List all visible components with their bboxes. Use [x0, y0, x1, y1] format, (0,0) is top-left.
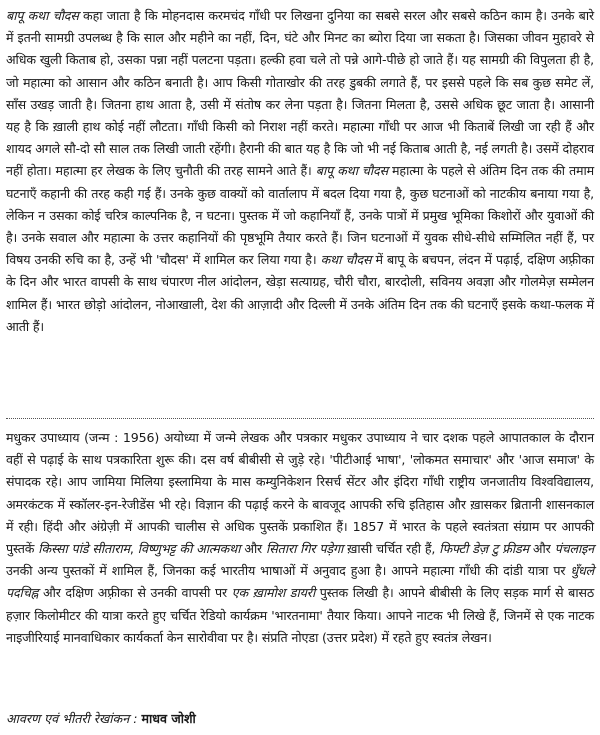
book-description: [6, 5, 594, 412]
author-book-title: विष्णुभट्ट की आत्मकथा: [137, 541, 241, 557]
author-book-title: सितारा गिर पड़ेगा: [266, 541, 344, 557]
book-title-short: कथा चौदस: [320, 252, 372, 268]
section-divider: [6, 418, 594, 419]
bio-text: पुस्तक लिखी है। आपने बीबीसी के लिए सड़क मार्ग से बासठ हज़ार किलोमीटर की यात्रा करते हुए चर्चित रेडियो कार्यक्रम 'भारतनामा' तैयार किया। आपने नाटक भी लिखे हैं, जिनमें से एक नाटक नाइजीरियाई मानवाधिकार कार्यकर्ता केन सारोवीवा पर है। संप्रति नोएडा (उत्तर प्रदेश) में रहते हुए स्वतंत्र लेखन।: [6, 585, 594, 645]
bio-text: ख़ासी चर्चित रही हैं,: [343, 541, 440, 557]
bio-text: उनकी अन्य पुस्तकों में शामिल हैं, जिनका कई भारतीय भाषाओं में अनुवाद हुआ है। आपने महात्मा गाँधी की दांडी यात्रा पर: [6, 563, 571, 579]
separator: और: [240, 541, 267, 557]
bio-text: और दक्षिण अफ़्रीका से उनकी वापसी पर: [38, 585, 232, 601]
description-text-c: में बापू के बचपन, लंदन में पढ़ाई, दक्षिण अफ़्रीका के दिन और भारत वापसी के साथ चंपारण नील आंदोलन, खेड़ा सत्याग्रह, चौरी चौरा, बारदोली, सविनय अवज्ञा और गोलमेज़ सम्मेलन शामिल हैं। भारत छोड़ो आंदोलन, नोआखाली, देश की आज़ादी और दिल्ली में उनके अंतिम दिन तक की घटनाएँ इसके कथा-फलक में आती हैं।: [6, 252, 595, 334]
author-book-title: पंचलाइन: [554, 541, 594, 557]
book-title-repeat: बापू कथा चौदस: [315, 163, 388, 179]
credit-label: आवरण एवं भीतरी रेखांकन :: [6, 711, 142, 726]
credit-name: माधव जोशी: [141, 711, 196, 726]
author-intro: मधुकर उपाध्याय (जन्म : 1956) अयोध्या में जन्मे लेखक और पत्रकार मधुकर उपाध्याय ने चार दशक पहले आपातकाल के दौरान वहीं से पढ़ाई के साथ पत्रकारिता शुरू की। दस वर्ष बीबीसी से जुड़े रहे। 'पीटीआई भाषा', 'लोकमत समाचार' और 'आज समाज' के संपादक रहे। आप जामिया मिलिया इस्लामिया के मास कम्युनिकेशन रिसर्च सेंटर और इंदिरा गाँधी राष्ट्रीय जनजातीय विश्वविद्यालय, अमरकंटक में स्कॉलर-इन-रेजीडेंस भी रहे। विज्ञान की पढ़ाई करने के बावजूद आपकी रुचि इतिहास और ख़ासकर ब्रितानी शासनकाल में रही। हिंदी और अंग्रेज़ी में आपकी चालीस से अधिक पुस्तकें प्रकाशित हैं। 1857 में भारत के पहले स्वतंत्रता संग्राम पर आपकी पुस्तकें: [6, 430, 594, 557]
author-bio: [6, 427, 594, 689]
description-text-b: महात्मा के पहले से अंतिम दिन तक की तमाम घटनाएँ कहानी की तरह कही गई हैं। उनके कुछ वाक्यों को वार्तालाप में बदल दिया गया है, कुछ घटनाओं को नाटकीय बनाया गया है, लेकिन न उसका कोई चरित्र काल्पनिक है, न घटना। पुस्तक में जो कहानियाँ हैं, उनके पात्रों में प्रमुख भूमिका किशोरों और युवाओं की है। उनके सवाल और महात्मा के उत्तर कहानियों की पृष्ठभूमि तैयार करते हैं। जिन घटनाओं में युवक सीधे-सीधे सम्मिलित नहीं हैं, पर विषय उनकी रुचि का है, उन्हें भी 'चौदस' में शामिल कर लिया गया है।: [6, 163, 595, 268]
separator: ,: [129, 541, 138, 557]
author-book-title: धुँधले पदचिह्न: [6, 563, 594, 601]
author-book-title: फिफ्टी डेज़ टु फ्रीडम: [439, 541, 529, 557]
book-title: बापू कथा चौदस: [6, 8, 79, 23]
separator: और: [528, 541, 555, 557]
description-text-a: कहा जाता है कि मोहनदास करमचंद गाँधी पर लिखना दुनिया का सबसे सरल और सबसे कठिन काम है। उनके बारे में इतनी सामग्री उपलब्ध है कि साल और महीने का नहीं, दिन, घंटे और मिनट का ब्योरा दिया जा सकता है। जिसका जीवन मुहावरे से अधिक खुली किताब हो, उसका पन्ना नहीं पलटना पड़ता। हल्की हवा चले तो पन्ने आगे-पीछे हो जाते हैं। यह सामग्री की विपुलता ही है, जो महात्मा को आसान और कठिन बनाती है। आप किसी गोताखोर की तरह डुबकी लगाते हैं, पर इससे पहले कि सब कुछ समेट लें, साँस उखड़ जाती है। जितना हाथ आता है, उसी में संतोष कर लेना पड़ता है। जितना मिलता है, उससे अधिक छूट जाता है। आसानी यह है कि ख़ाली हाथ कोई नहीं लौटता। गाँधी किसी को निराश नहीं करते। महात्मा गाँधी पर आज भी किताबें लिखी जा रही हैं और शायद अगले सौ-दो सौ साल तक लिखी जाती रहेंगी। हैरानी की बात यह है कि जो भी नई किताब आती है, नई लगती है। उसमें दोहराव नहीं होता। महात्मा हर लेखक के लिए चुनौती की तरह सामने आते हैं।: [6, 8, 594, 179]
author-book-title: एक ख़ामोश डायरी: [231, 585, 316, 601]
author-book-title: किस्सा पांडे सीताराम: [38, 541, 130, 557]
illustration-credit: [6, 708, 196, 730]
